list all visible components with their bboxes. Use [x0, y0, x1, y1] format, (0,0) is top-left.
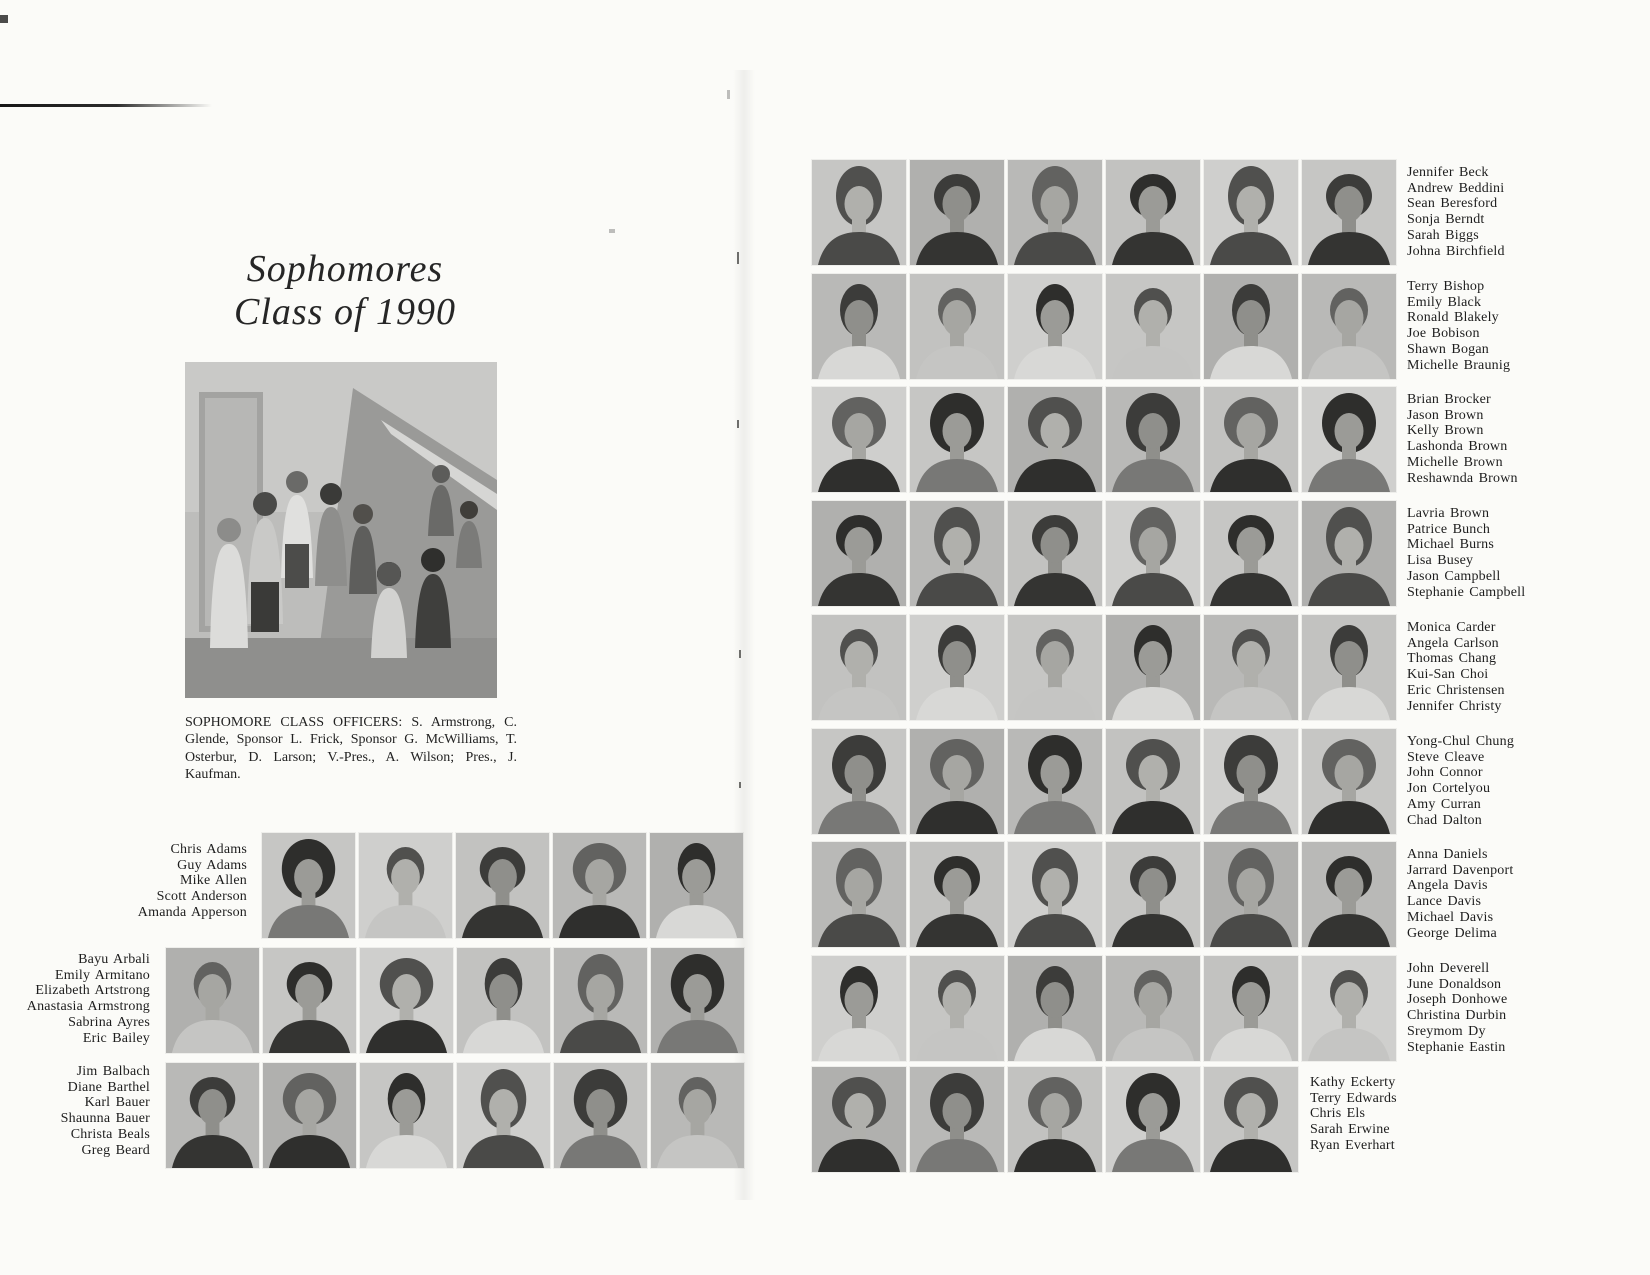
student-name: Andrew Beddini — [1407, 180, 1505, 196]
student-portrait — [1204, 274, 1298, 379]
student-portrait — [1008, 956, 1102, 1061]
student-portrait — [812, 1067, 906, 1172]
student-portrait — [910, 160, 1004, 265]
student-portrait — [262, 833, 355, 938]
student-name: Michael Davis — [1407, 909, 1494, 925]
student-portrait — [650, 833, 743, 938]
student-portrait — [1106, 1067, 1200, 1172]
student-portrait — [812, 387, 906, 492]
student-name: Patrice Bunch — [1407, 521, 1491, 537]
student-name: Jim Balbach — [76, 1064, 150, 1079]
student-portrait — [1302, 501, 1396, 606]
student-name: Terry Edwards — [1310, 1090, 1397, 1106]
student-portrait — [1204, 956, 1298, 1061]
student-portrait — [651, 948, 744, 1053]
student-name: Yong-Chul Chung — [1407, 734, 1515, 749]
student-name: Sreymom Dy — [1407, 1023, 1486, 1039]
student-portrait — [1204, 387, 1298, 492]
student-portrait — [1008, 501, 1102, 606]
student-name-list — [1310, 1075, 1480, 1154]
student-portrait — [1302, 956, 1396, 1061]
student-portrait — [457, 948, 550, 1053]
student-name: Lisa Busey — [1407, 553, 1474, 569]
student-name: Kui-San Choi — [1407, 667, 1489, 683]
student-name: John Connor — [1407, 765, 1483, 781]
student-portrait — [456, 833, 549, 938]
student-name: Angela Carlson — [1407, 635, 1499, 651]
student-portrait — [263, 948, 356, 1053]
student-portrait — [1302, 842, 1396, 947]
student-portrait — [812, 842, 906, 947]
student-portrait — [910, 842, 1004, 947]
student-name: Guy Adams — [177, 857, 247, 873]
student-name: Michael Burns — [1407, 537, 1495, 553]
student-name: Stephanie Eastin — [1407, 1039, 1506, 1055]
student-portrait — [812, 274, 906, 379]
student-name-list — [1407, 165, 1607, 259]
student-portrait — [360, 948, 453, 1053]
student-name: Emily Black — [1407, 294, 1482, 310]
student-name: Scott Anderson — [156, 889, 247, 905]
student-name: Amanda Apperson — [137, 904, 247, 920]
student-portrait — [1008, 274, 1102, 379]
gutter-mark — [739, 650, 741, 658]
student-portrait — [910, 729, 1004, 834]
student-portrait — [910, 615, 1004, 720]
student-name: Terry Bishop — [1407, 279, 1485, 294]
student-name: Lance Davis — [1407, 894, 1482, 910]
student-name: Monica Carder — [1407, 620, 1496, 635]
student-name: Kathy Eckerty — [1310, 1075, 1396, 1090]
gutter-mark — [737, 252, 739, 264]
student-portrait — [1204, 160, 1298, 265]
student-portrait — [1106, 387, 1200, 492]
student-name-list — [1407, 279, 1607, 373]
page-title-line1: Sophomores — [246, 248, 444, 290]
student-portrait — [1106, 615, 1200, 720]
student-name: Amy Curran — [1407, 796, 1481, 812]
student-name-list — [1407, 392, 1607, 486]
student-name: Jon Cortelyou — [1407, 781, 1491, 797]
student-portrait — [1204, 501, 1298, 606]
student-name: Greg Beard — [81, 1142, 150, 1158]
student-portrait — [166, 948, 259, 1053]
student-name: Chad Dalton — [1407, 812, 1482, 828]
student-name: Karl Bauer — [84, 1095, 150, 1111]
student-name: Diane Barthel — [67, 1079, 150, 1095]
student-portrait — [910, 1067, 1004, 1172]
student-portrait — [263, 1063, 356, 1168]
student-name: Sonja Berndt — [1407, 212, 1485, 228]
student-name-list — [1407, 961, 1607, 1055]
student-portrait — [1302, 729, 1396, 834]
student-name: Jennifer Beck — [1407, 165, 1489, 180]
student-name: Reshawnda Brown — [1407, 470, 1518, 486]
student-name: Mike Allen — [180, 873, 247, 889]
student-name: Sabrina Ayres — [68, 1014, 150, 1030]
student-portrait — [1204, 729, 1298, 834]
student-name: June Donaldson — [1407, 976, 1502, 992]
page-title-line2: Class of 1990 — [233, 291, 457, 333]
student-portrait — [910, 501, 1004, 606]
student-portrait — [910, 956, 1004, 1061]
student-portrait — [554, 1063, 647, 1168]
student-name-list — [0, 842, 247, 921]
gutter-mark — [739, 782, 741, 788]
student-portrait — [812, 160, 906, 265]
student-portrait — [1008, 842, 1102, 947]
student-name: Joe Bobison — [1407, 326, 1480, 342]
student-portrait — [360, 1063, 453, 1168]
student-name: Sarah Biggs — [1407, 227, 1479, 243]
student-name: Stephanie Campbell — [1407, 584, 1526, 600]
student-name: Eric Christensen — [1407, 682, 1505, 698]
student-name: Shaunna Bauer — [60, 1111, 150, 1127]
student-portrait — [812, 615, 906, 720]
scan-speck — [727, 90, 730, 99]
gutter-mark — [737, 420, 739, 428]
student-portrait — [553, 833, 646, 938]
student-name-list — [0, 952, 150, 1046]
student-portrait — [812, 729, 906, 834]
student-portrait — [910, 387, 1004, 492]
student-name: Michelle Braunig — [1407, 357, 1511, 373]
student-portrait — [1106, 501, 1200, 606]
student-name: Sarah Erwine — [1310, 1122, 1390, 1138]
student-portrait — [812, 501, 906, 606]
student-name: Eric Bailey — [82, 1030, 150, 1046]
student-portrait — [1302, 615, 1396, 720]
student-name: Chris Adams — [170, 842, 247, 857]
student-name: Bayu Arbali — [78, 952, 150, 967]
student-portrait — [1106, 160, 1200, 265]
student-portrait — [1106, 274, 1200, 379]
student-name: George Delima — [1407, 925, 1497, 941]
student-portrait — [359, 833, 452, 938]
student-portrait — [651, 1063, 744, 1168]
student-name: Christina Durbin — [1407, 1008, 1507, 1024]
student-portrait — [1008, 160, 1102, 265]
student-name: Joseph Donhowe — [1407, 992, 1508, 1008]
scan-speck — [609, 229, 615, 233]
student-name-list — [1407, 734, 1607, 828]
student-name: Ronald Blakely — [1407, 310, 1499, 326]
student-portrait — [1204, 842, 1298, 947]
student-name-list — [0, 1064, 150, 1158]
student-name: Brian Brocker — [1407, 392, 1491, 407]
student-name: Angela Davis — [1407, 878, 1488, 894]
student-name: Steve Cleave — [1407, 749, 1485, 765]
student-name: Jennifer Christy — [1407, 698, 1502, 714]
student-name: Shawn Bogan — [1407, 341, 1489, 357]
student-portrait — [1106, 729, 1200, 834]
student-name: Anna Daniels — [1407, 847, 1488, 862]
student-portrait — [1204, 1067, 1298, 1172]
scan-artifact-line — [0, 104, 212, 107]
student-portrait — [1106, 956, 1200, 1061]
student-portrait — [1008, 729, 1102, 834]
page-title — [190, 248, 500, 334]
student-portrait — [457, 1063, 550, 1168]
student-portrait — [1008, 615, 1102, 720]
student-name: Kelly Brown — [1407, 423, 1484, 439]
student-name: Christa Beals — [70, 1126, 150, 1142]
student-name-list — [1407, 620, 1607, 714]
student-name: Lashonda Brown — [1407, 439, 1508, 455]
student-portrait — [1302, 160, 1396, 265]
student-name-list — [1407, 847, 1607, 941]
student-name: Jason Campbell — [1407, 568, 1501, 584]
student-portrait — [910, 274, 1004, 379]
student-portrait — [554, 948, 647, 1053]
student-name: Lavria Brown — [1407, 506, 1490, 521]
student-name: Emily Armitano — [54, 967, 150, 983]
student-portrait — [1204, 615, 1298, 720]
student-portrait — [1008, 1067, 1102, 1172]
student-name: Sean Beresford — [1407, 196, 1498, 212]
student-portrait — [1008, 387, 1102, 492]
student-portrait — [166, 1063, 259, 1168]
student-name: Michelle Brown — [1407, 454, 1503, 470]
student-name: Chris Els — [1310, 1106, 1366, 1122]
student-name: Jarrard Davenport — [1407, 862, 1514, 878]
student-name: Elizabeth Artstrong — [35, 983, 150, 999]
student-portrait — [812, 956, 906, 1061]
student-name: Jason Brown — [1407, 407, 1484, 423]
student-portrait — [1106, 842, 1200, 947]
student-name: Ryan Everhart — [1310, 1137, 1395, 1153]
student-portrait — [1302, 274, 1396, 379]
student-name: Anastasia Armstrong — [26, 999, 150, 1015]
student-portrait — [1302, 387, 1396, 492]
class-officers-photo — [185, 362, 497, 698]
student-name: Johna Birchfield — [1407, 243, 1505, 259]
scan-artifact-mark — [0, 15, 8, 23]
student-name-list — [1407, 506, 1607, 600]
student-name: John Deverell — [1407, 961, 1490, 976]
officers-caption: SOPHOMORE CLASS OFFICERS: S. Armstrong, C. Glende, Sponsor L. Frick, Sponsor G. McWilliams, T. Osterbur, D. Larson; V.-Pres., A. Wilson; Pres., J. Kaufman. — [185, 715, 517, 783]
student-name: Thomas Chang — [1407, 651, 1497, 667]
